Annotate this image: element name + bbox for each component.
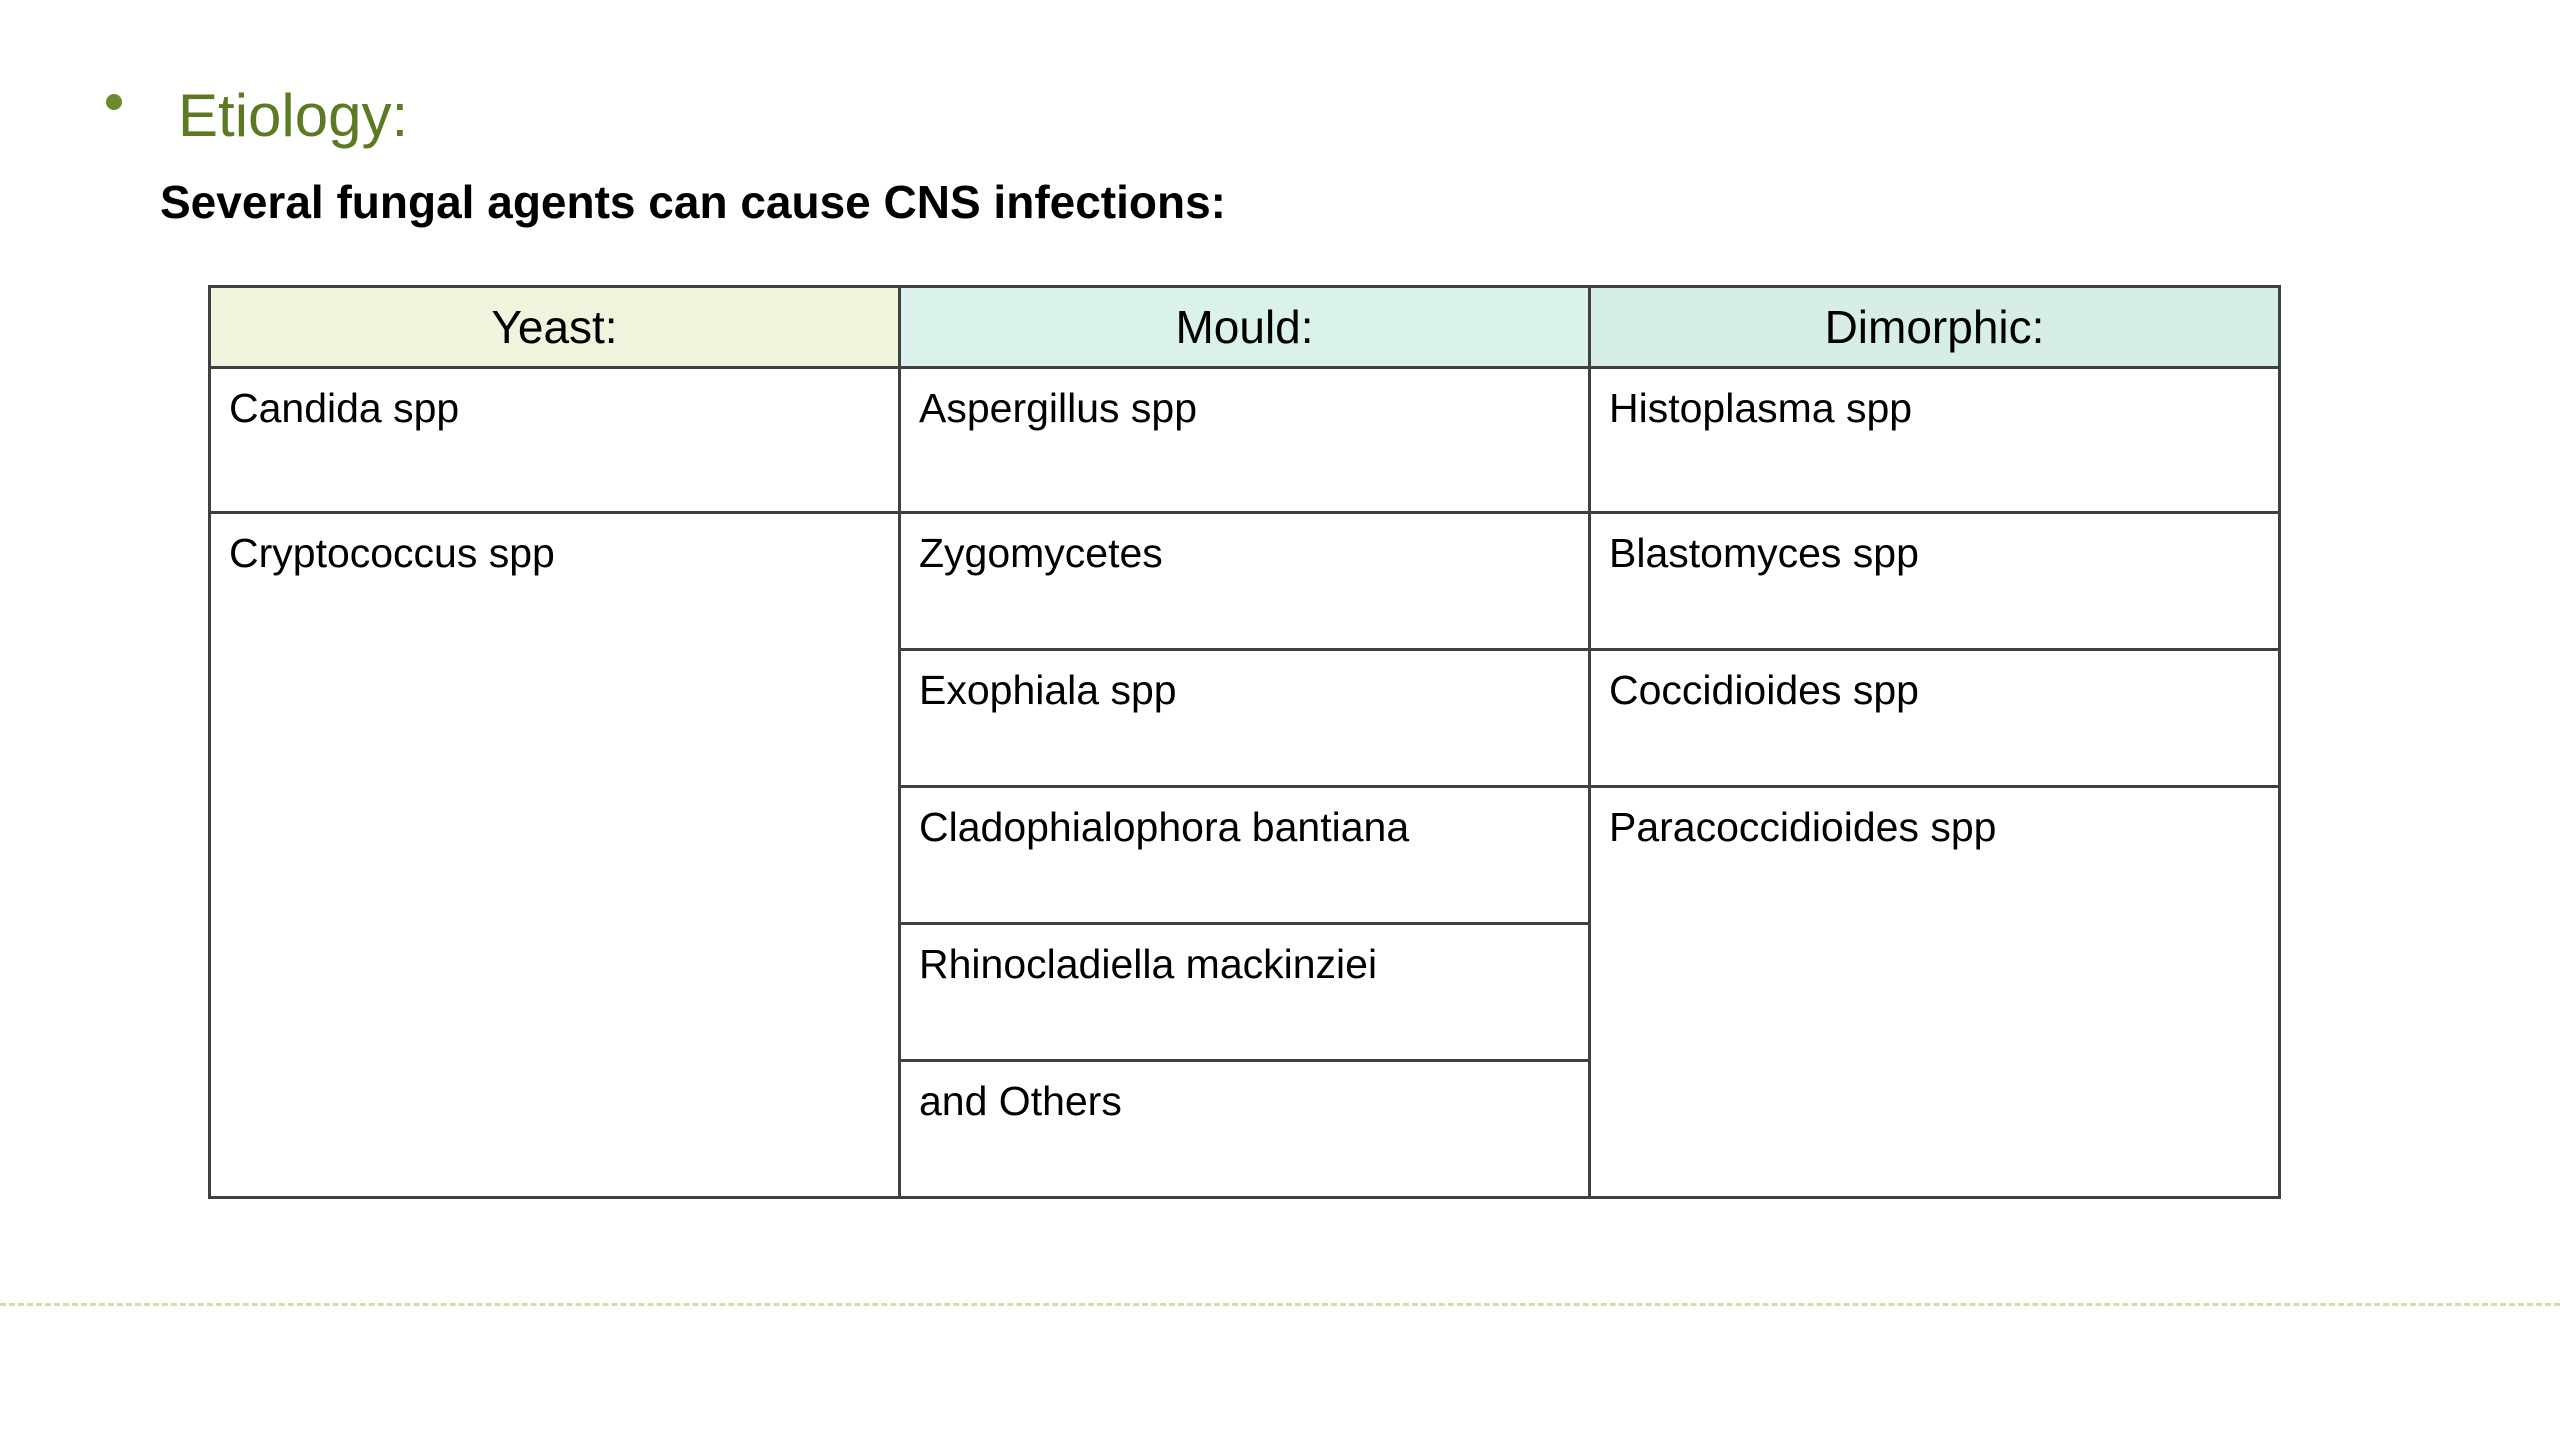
- dimorphic-cell: Blastomyces spp: [1590, 513, 2280, 650]
- bullet-icon: [106, 94, 122, 110]
- table-header-row: [210, 287, 2280, 368]
- dimorphic-cell: Histoplasma spp: [1590, 368, 2280, 513]
- yeast-cell: Cryptococcus spp: [210, 513, 900, 1198]
- mould-cell: Rhinocladiella mackinziei: [900, 924, 1590, 1061]
- header-mould: Mould:: [900, 287, 1590, 368]
- mould-cell: and Others: [900, 1061, 1590, 1198]
- header-dimorphic: Dimorphic:: [1590, 287, 2280, 368]
- header-yeast: Yeast:: [210, 287, 900, 368]
- mould-cell: Aspergillus spp: [900, 368, 1590, 513]
- mould-cell: Zygomycetes: [900, 513, 1590, 650]
- table-row: [210, 513, 2280, 650]
- slide-heading: Etiology:: [178, 82, 409, 149]
- footer-divider: [0, 1303, 2560, 1306]
- table-row: [210, 368, 2280, 513]
- mould-cell: Exophiala spp: [900, 650, 1590, 787]
- slide-subtitle: Several fungal agents can cause CNS infections:: [160, 176, 1226, 228]
- fungal-agents-table: [208, 285, 2281, 1199]
- yeast-cell: Candida spp: [210, 368, 900, 513]
- dimorphic-cell: Coccidioides spp: [1590, 650, 2280, 787]
- dimorphic-cell: Paracoccidioides spp: [1590, 787, 2280, 1198]
- mould-cell: Cladophialophora bantiana: [900, 787, 1590, 924]
